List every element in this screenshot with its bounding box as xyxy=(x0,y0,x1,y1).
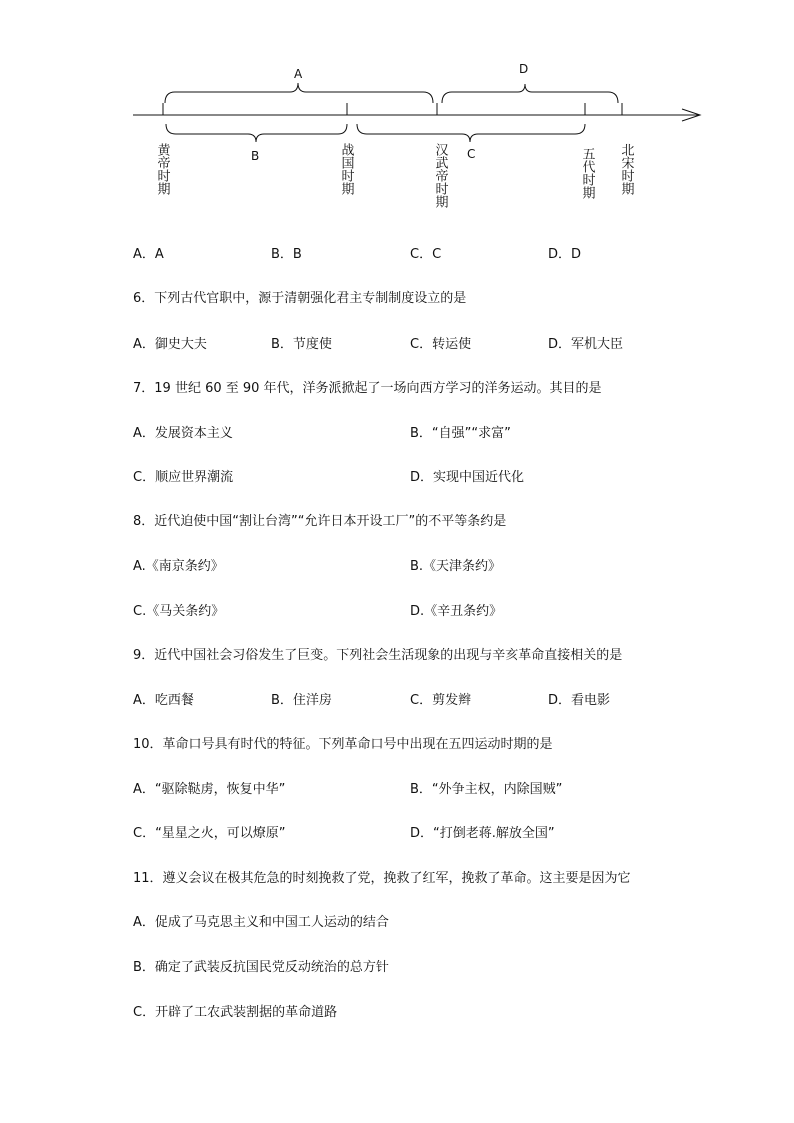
q10-stem: 10．革命口号具有时代的特征。下列革命口号中出现在五四运动时期的是 xyxy=(133,737,553,752)
range-label-b: B xyxy=(251,149,260,163)
point-label-hanwudi: 汉武帝时期 xyxy=(432,143,448,208)
q9-option-b[interactable]: B．住洋房 xyxy=(271,693,332,708)
q8-option-d[interactable]: D.《辛丑条约》 xyxy=(410,604,503,619)
range-label-d: D xyxy=(519,62,529,76)
point-label-zhanguo: 战国时期 xyxy=(338,143,354,195)
q5-option-d[interactable]: D．D xyxy=(548,247,582,262)
q11-option-a[interactable]: A．促成了马克思主义和中国工人运动的结合 xyxy=(133,915,389,930)
point-label-wudai: 五代时期 xyxy=(579,147,595,199)
q5-option-c[interactable]: C．C xyxy=(410,247,442,262)
q6-option-a[interactable]: A．御史大夫 xyxy=(133,337,207,352)
brace-a xyxy=(165,83,433,103)
range-label-a: A xyxy=(294,67,303,81)
q9-stem: 9．近代中国社会习俗发生了巨变。下列社会生活现象的出现与辛亥革命直接相关的是 xyxy=(133,648,623,663)
q6-option-b[interactable]: B．节度使 xyxy=(271,337,332,352)
q5-option-b[interactable]: B．B xyxy=(271,247,302,262)
brace-c xyxy=(357,124,585,142)
q5-option-a[interactable]: A．A xyxy=(133,247,164,262)
q10-option-b[interactable]: B．“外争主权，内除国贼” xyxy=(410,782,563,797)
q11-option-c[interactable]: C．开辟了工农武装割据的革命道路 xyxy=(133,1005,338,1020)
brace-b xyxy=(166,124,347,142)
q7-option-d[interactable]: D．实现中国近代化 xyxy=(410,470,525,485)
q7-stem: 7．19 世纪 60 至 90 年代，洋务派掀起了一场向西方学习的洋务运动。其目的是 xyxy=(133,381,602,396)
q11-option-b[interactable]: B．确定了武装反抗国民党反动统治的总方针 xyxy=(133,960,389,975)
q7-option-b[interactable]: B．“自强”“求富” xyxy=(410,426,511,441)
q7-option-c[interactable]: C．顺应世界潮流 xyxy=(133,470,234,485)
q8-option-b[interactable]: B.《天津条约》 xyxy=(410,559,502,574)
point-label-beisong: 北宋时期 xyxy=(618,143,634,195)
q8-option-c[interactable]: C.《马关条约》 xyxy=(133,604,225,619)
q6-stem: 6．下列古代官职中，源于清朝强化君主专制制度设立的是 xyxy=(133,291,467,306)
q8-stem: 8．近代迫使中国“割让台湾”“允许日本开设工厂”的不平等条约是 xyxy=(133,514,507,529)
brace-d xyxy=(442,84,618,103)
q10-option-c[interactable]: C．“星星之火，可以燎原” xyxy=(133,826,286,841)
point-label-huangdi: 黄帝时期 xyxy=(154,143,170,195)
q7-option-a[interactable]: A．发展资本主义 xyxy=(133,426,233,441)
q9-option-c[interactable]: C．剪发辫 xyxy=(410,693,472,708)
q10-option-a[interactable]: A．“驱除鞑虏，恢复中华” xyxy=(133,782,286,797)
q6-option-c[interactable]: C．转运使 xyxy=(410,337,472,352)
q9-option-a[interactable]: A．吃西餐 xyxy=(133,693,194,708)
timeline-diagram xyxy=(0,0,794,230)
q8-option-a[interactable]: A.《南京条约》 xyxy=(133,559,224,574)
q10-option-d[interactable]: D．“打倒老蒋.解放全国” xyxy=(410,826,555,841)
q11-stem: 11．遵义会议在极其危急的时刻挽救了党，挽救了红军，挽救了革命。这主要是因为它 xyxy=(133,871,631,886)
range-label-c: C xyxy=(467,147,476,161)
q6-option-d[interactable]: D．军机大臣 xyxy=(548,337,624,352)
q9-option-d[interactable]: D．看电影 xyxy=(548,693,611,708)
